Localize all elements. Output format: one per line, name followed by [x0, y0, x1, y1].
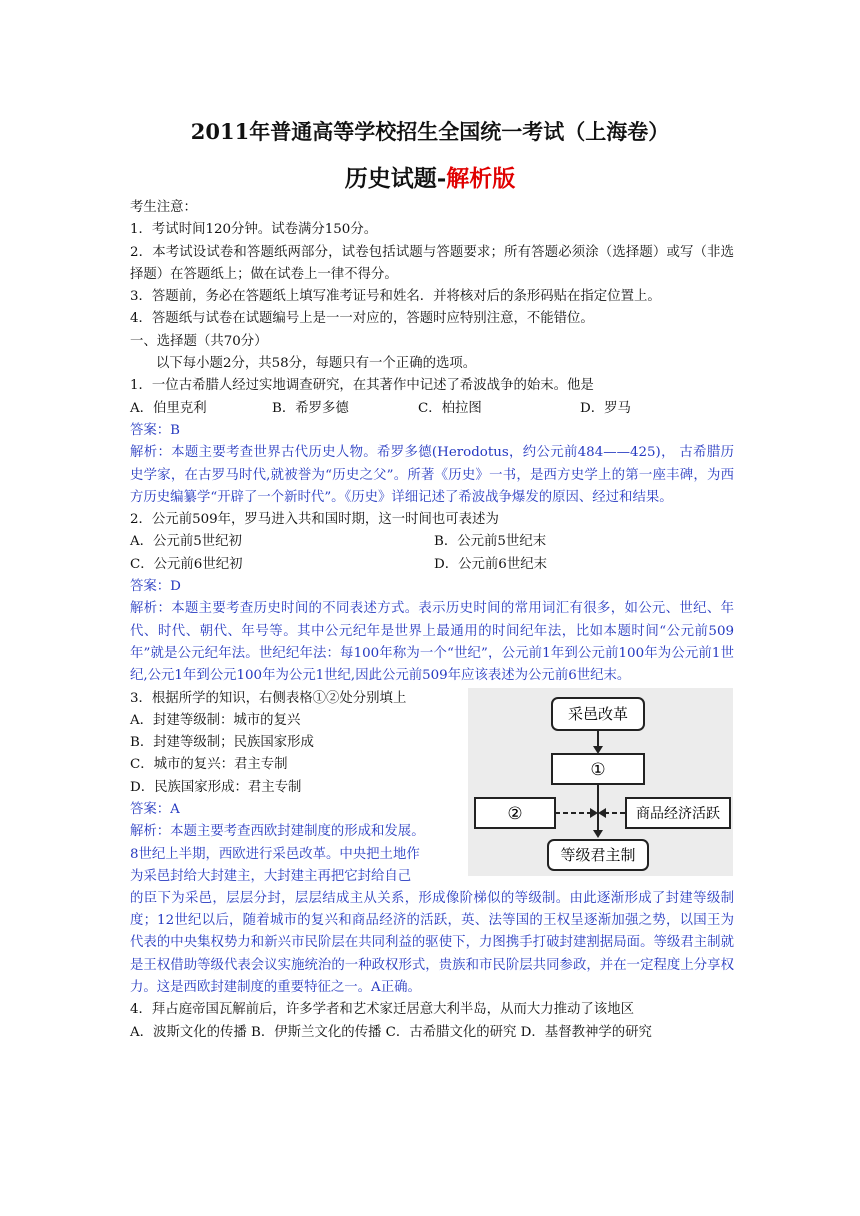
q3-option-d: D．民族国家形成：君主专制: [130, 779, 302, 795]
section-instruction: 以下每小题2分，共58分，每题只有一个正确的选项。: [156, 356, 477, 372]
notice-item-1: 1．考试时间120分钟。试卷满分150分。: [130, 222, 378, 238]
notice-heading: 考生注意：: [130, 200, 197, 215]
q3-analysis-rest: 的臣下为采邑，层层分封，层层结成主从关系，形成像阶梯似的等级制。由此逐渐形成了封建等级制度；12世纪以后，随着城市的复兴和商品经济的活跃，英、法等国的王权呈逐渐加强之势，以国王为代表的中央集权势力和新兴市民阶层在共同利益的驱使下，力图携手打破封建割据局面。等级君主制就是王权借助等级代表会议实施统治的一种政权形式，贵族和市民阶层共同参政，并在一定程度上分享权力。这是西欧封建制度的重要特征之一。A正确。: [130, 890, 734, 996]
q3-analysis-line-2: 8世纪上半期，西欧进行采邑改革。中央把土地作: [130, 846, 420, 862]
q2-option-c: C．公元前6世纪初: [130, 556, 243, 572]
q3-stem: 3．根据所学的知识，右侧表格①②处分别填上: [130, 690, 407, 706]
q4-options: A．波斯文化的传播 B．伊斯兰文化的传播 C．古希腊文化的研究 D．基督教神学的研究: [130, 1024, 652, 1040]
q3-analysis-line-1: 解析：本题主要考查西欧封建制度的形成和发展。: [130, 824, 425, 840]
exam-body: [130, 197, 734, 1044]
page-subtitle: [0, 160, 860, 193]
notice-item-3: 3．答题前，务必在答题纸上填写准考证号和姓名．并将核对后的条形码贴在指定位置上。: [130, 289, 661, 305]
q3-option-a: A．封建等级制：城市的复兴: [130, 712, 301, 728]
q1-stem: 1．一位古希腊人经过实地调查研究，在其著作中记述了希波战争的始末。他是: [130, 378, 594, 394]
q2-option-b: B．公元前5世纪末: [434, 534, 547, 550]
q3-left-column: [130, 688, 470, 866]
q2-stem: 2．公元前509年，罗马进入共和国时期，这一时间也可表述为: [130, 512, 499, 528]
q3-answer: 答案：A: [130, 802, 180, 818]
subtitle-main: 历史试题-: [344, 165, 447, 192]
q1-options: [130, 398, 734, 420]
q1-option-c: C．柏拉图: [418, 400, 482, 416]
diagram-box-right-label: 商品经济活跃: [636, 805, 720, 822]
q1-option-d: D．罗马: [580, 400, 631, 416]
notice-item-4: 4．答题纸与试卷在试题编号上是一一对应的，答题时应特别注意，不能错位。: [130, 311, 594, 327]
q3-option-c: C．城市的复兴：君主专制: [130, 757, 288, 773]
diagram-box-2-label: ②: [507, 803, 523, 824]
q2-analysis: 解析：本题主要考查历史时间的不同表述方式。表示历史时间的常用词汇有很多，如公元、世纪、年代、时代、朝代、年号等。其中公元纪年是世界上最通用的时间纪年法，比如本题时间“公元前509年”就是公元纪年法。世纪纪年法：每100年称为一个“世纪”，公元前1年到公元前100年为公元前1世纪,公元1年到公元100年为公元1世纪,因此公元前509年应该表述为公元前6世纪末。: [130, 601, 734, 684]
diagram-box-1-label: ①: [590, 759, 606, 780]
diagram-box-top-label: 采邑改革: [567, 704, 629, 723]
q2-option-a: A．公元前5世纪初: [130, 534, 242, 550]
section-heading: 一、选择题（共70分）: [130, 333, 268, 349]
q4-stem: 4．拜占庭帝国瓦解前后，许多学者和艺术家迁居意大利半岛，从而大力推动了该地区: [130, 1002, 634, 1018]
q1-option-b: B．希罗多德: [272, 400, 349, 416]
q2-option-d: D．公元前6世纪末: [434, 556, 547, 572]
q3-block: [130, 688, 734, 866]
page-title: 2011年普通高等学校招生全国统一考试（上海卷）: [190, 119, 670, 144]
q1-option-a: A．伯里克利: [130, 400, 207, 416]
subtitle-highlight: 解析版: [446, 165, 516, 192]
q3-flow-diagram-svg: [468, 688, 733, 876]
q2-options-row-1: [130, 531, 734, 553]
notice-item-2: 2．本考试设试卷和答题纸两部分，试卷包括试题与答题要求；所有答题必须涂（选择题）或写（非选择题）在答题纸上；做在试卷上一律不得分。: [130, 244, 734, 282]
q3-analysis-line-3: 为采邑封给大封建主，大封建主再把它封给自己: [130, 868, 412, 884]
q2-answer: 答案：D: [130, 579, 181, 595]
q3-option-b: B．封建等级制；民族国家形成: [130, 735, 314, 751]
q2-options-row-2: [130, 554, 734, 576]
q1-analysis: 解析：本题主要考查世界古代历史人物。希罗多德(Herodotus，约公元前484——425)， 古希腊历史学家，在古罗马时代,就被誉为“历史之父”。所著《历史》一书，是西方史学上的第一座丰碑，为西方历史编纂学“开辟了一个新时代”。《历史》详细记述了希波战争爆发的原因、经过和结果。: [130, 445, 734, 505]
q1-answer: 答案：B: [130, 422, 181, 438]
q3-flow-diagram: [468, 688, 733, 876]
diagram-box-bottom-label: 等级君主制: [560, 845, 636, 864]
